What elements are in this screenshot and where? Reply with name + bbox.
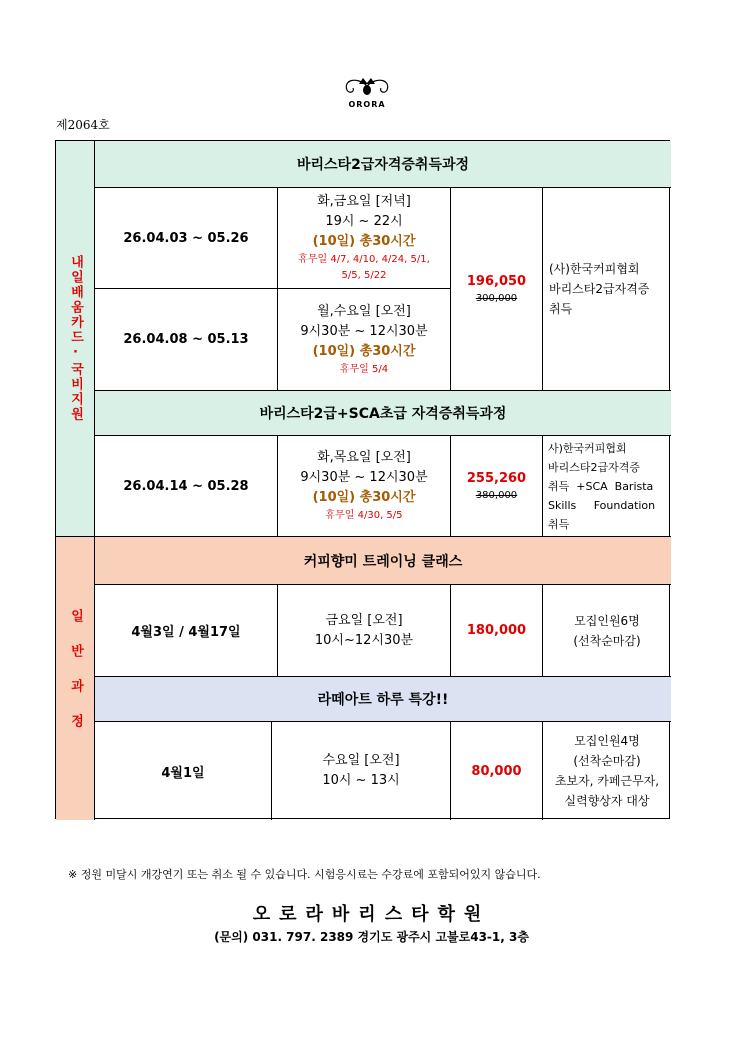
barista-sca-price-cell (451, 436, 543, 537)
barista-sca-old-price: 380,000 (475, 490, 518, 501)
barista-sca-dates: 26.04.14 ~ 05.28 (95, 436, 278, 537)
session-days: 금요일 [오전] (325, 612, 403, 628)
info-line: 모집인원4명 (574, 734, 640, 748)
session-time: 19시 ~ 22시 (325, 214, 403, 229)
info-line: 초보자, 카페근무자, (554, 774, 660, 788)
orora-logo (336, 72, 398, 122)
session-time: 9시30분 ~ 12시30분 (300, 323, 428, 339)
barista2-old-price: 300,000 (475, 293, 518, 304)
cert-line: (사)한국커피협회 (549, 262, 640, 276)
session-time: 10시 ~ 13시 (322, 773, 400, 788)
cert-line: 바리스타2급자격증 (548, 460, 641, 474)
cert-line: 바리스타2급자격증 (549, 282, 650, 296)
latte-price: 80,000 (451, 722, 543, 820)
cert-line: 취득 +SCA Barista (548, 479, 654, 493)
session-days: 화,목요일 [오전] (317, 450, 411, 465)
cert-line: Skills Foundation (548, 498, 656, 512)
barista-sca-schedule (278, 436, 451, 537)
tasting-price: 180,000 (451, 585, 543, 677)
session-days: 화,금요일 [저녁] (317, 194, 411, 209)
info-line: 모집인원6명 (574, 613, 640, 628)
latte-schedule (272, 722, 451, 820)
cert-line: 취득 (548, 517, 570, 531)
latte-info-cell (543, 722, 671, 820)
footer-note: ※ 정원 미달시 개강연기 또는 취소 될 수 있습니다. 시험응시료는 수강료에 포함되어있지 않습니다. (68, 868, 541, 881)
logo-text: ORORA (348, 100, 386, 109)
general-course-sidebar (56, 537, 95, 820)
session-holidays: 휴무일 4/7, 4/10, 4/24, 5/1, (298, 254, 430, 265)
tasting-schedule (278, 585, 451, 677)
barista2-course-title: 바리스타2급자격증취득과정 (95, 141, 671, 188)
latte-dates: 4월1일 (95, 722, 272, 820)
session-time: 9시30분 ~ 12시30분 (300, 470, 428, 485)
national-support-sidebar (56, 141, 95, 537)
info-line: (선착순마감) (573, 754, 641, 768)
tasting-info-cell (543, 585, 671, 677)
tasting-dates: 4월3일 / 4월17일 (95, 585, 278, 677)
barista-sca-certificate-cell (543, 436, 671, 537)
session-holidays: 휴무일 4/30, 5/5 (325, 510, 403, 521)
barista-sca-price: 255,260 (466, 471, 527, 486)
contact-info: (문의) 031. 797. 2389 경기도 광주시 고불로43-1, 3층 (214, 930, 529, 944)
session-holidays: 휴무일 5/4 (339, 363, 389, 375)
session-duration: (10일) 총30시간 (312, 490, 416, 505)
tasting-course-title: 커피향미 트레이닝 클래스 (95, 537, 671, 585)
course-table (55, 140, 670, 819)
general-course-label: 일반과정 (68, 608, 83, 749)
cert-line: 취득 (549, 302, 573, 316)
session-duration: (10일) 총30시간 (312, 343, 416, 359)
info-line: (선착순마감) (573, 633, 641, 648)
barista2-session1-schedule (278, 188, 451, 289)
session-duration: (10일) 총30시간 (312, 234, 416, 249)
session-holidays-cont: 5/5, 5/22 (341, 270, 387, 281)
session-days: 수요일 [오전] (322, 753, 400, 768)
session-time: 10시~12시30분 (314, 632, 414, 648)
info-line: 실력향상자 대상 (564, 794, 650, 808)
barista2-session2-dates: 26.04.08 ~ 05.13 (95, 289, 278, 391)
barista2-price: 196,050 (466, 274, 527, 289)
barista2-price-cell (451, 188, 543, 391)
barista2-session1-dates: 26.04.03 ~ 05.26 (95, 188, 278, 289)
barista2-session2-schedule (278, 289, 451, 391)
barista-sca-course-title: 바리스타2급+SCA초급 자격증취득과정 (95, 391, 671, 436)
issue-number: 제2064호 (56, 118, 110, 132)
national-support-label: 내일배움카드·국비지원 (68, 255, 83, 422)
academy-name: 오로라바리스타학원 (252, 904, 491, 925)
session-days: 월,수요일 [오전] (317, 303, 411, 319)
cert-line: 사)한국커피협회 (548, 441, 627, 455)
barista2-certificate-cell (543, 188, 671, 391)
crown-ornament-icon (337, 72, 397, 102)
latte-course-title: 라떼아트 하루 특강!! (95, 677, 671, 722)
